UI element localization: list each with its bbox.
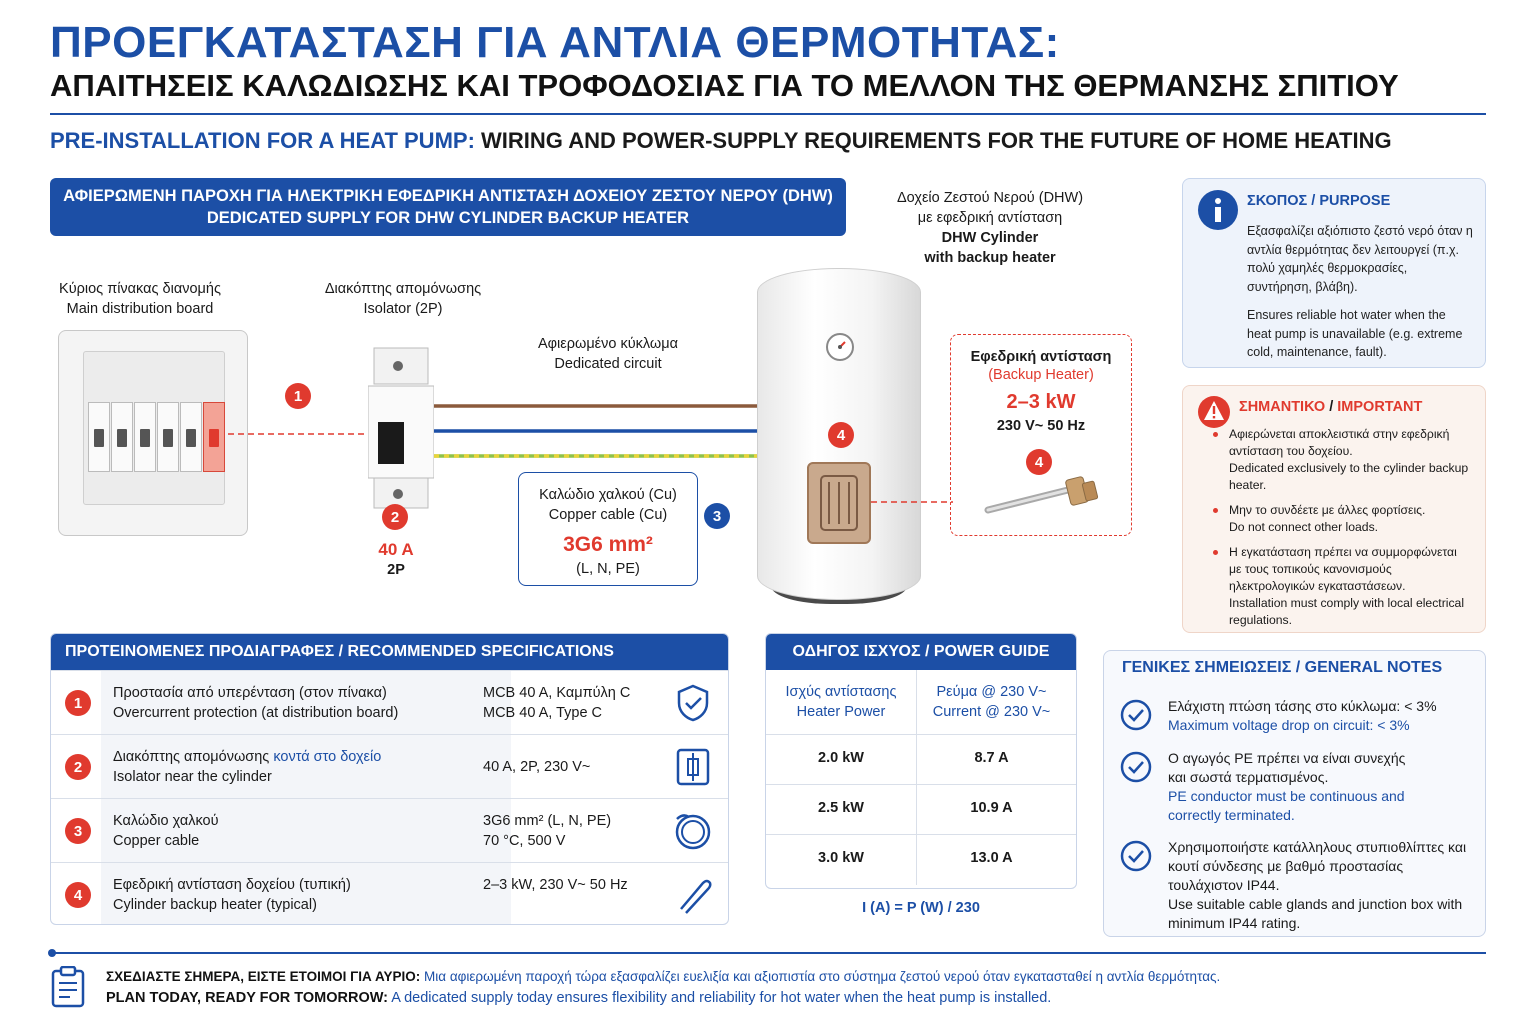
info-icon (1197, 189, 1239, 231)
circuit-label-gr: Αφιερωμένο κύκλωμα (537, 336, 678, 352)
cylinder-label-gr2: με εφεδρική αντίσταση (917, 210, 1063, 226)
table-row (51, 670, 729, 734)
dedicated-breaker-mcb (203, 402, 225, 472)
board-label-gr: Κύριος πίνακας διανομής (59, 281, 221, 297)
isolator-label-en: Isolator (2P) (363, 301, 443, 317)
purpose-panel (1182, 178, 1486, 368)
dedicated-circuit-cable (434, 398, 760, 464)
row-value: MCB 40 A, Καμπύλη C MCB 40 A, Type C (483, 685, 631, 721)
power-guide-title: ΟΔΗΓΟΣ ΙΣΧΥΟΣ / POWER GUIDE (766, 634, 1076, 670)
cable-cores: (L, N, PE) (576, 561, 640, 577)
badge-3: 3 (704, 503, 730, 529)
table-row (766, 734, 1077, 784)
recommended-specifications-table (50, 633, 729, 925)
clipboard-icon (50, 966, 86, 1008)
footer-line-en: PLAN TODAY, READY FOR TOMORROW: A dedicated supply today ensures flexibility and reliability for hot water when the heat pump is installed. (106, 990, 1052, 1006)
table-row (51, 798, 729, 862)
breaker (180, 402, 202, 472)
note-text-gr: Ελάχιστη πτώση τάσης στο κύκλωμα: < 3% (1168, 698, 1437, 714)
general-notes-panel (1103, 650, 1486, 937)
row-number-badge: 4 (65, 882, 91, 908)
footer-divider (50, 952, 1486, 954)
table-row (766, 834, 1077, 884)
cylinder-label (880, 188, 1100, 268)
row-number-badge: 3 (65, 818, 91, 844)
isolator-poles: 2P (387, 562, 405, 578)
subtitle-highlight: PRE-INSTALLATION FOR A HEAT PUMP: (50, 128, 475, 153)
row-number-badge: 1 (65, 690, 91, 716)
circuit-label (518, 334, 698, 374)
cable-label-gr: Καλώδιο χαλκού (Cu) (539, 487, 677, 503)
note-item (1120, 697, 1470, 741)
page-title: ΠΡΟΕΓΚΑΤΑΣΤΑΣΗ ΓΙΑ ΑΝΤΛΙΑ ΘΕΡΜΟΤΗΤΑΣ: (50, 18, 1060, 67)
board-din-rail (83, 351, 225, 505)
note-text-gr: Ο αγωγός PE πρέπει να είναι συνεχής και σωστά τερματισμένος. (1168, 750, 1406, 785)
row-description: Καλώδιο χαλκού Copper cable (101, 799, 511, 863)
important-item: Μην το συνδέετε με άλλες φορτίσεις. Do not connect other loads. (1207, 502, 1469, 536)
cylinder-label-en2: with backup heater (924, 250, 1056, 266)
row-description: Προστασία από υπερένταση (στον πίνακα) Overcurrent protection (at distribution board) (101, 671, 511, 735)
row-value: 2–3 kW, 230 V~ 50 Hz (483, 877, 628, 893)
backup-heater-label-en: (Backup Heater) (988, 367, 1094, 383)
note-text-en: Use suitable cable glands and junction box with minimum IP44 rating. (1168, 896, 1463, 931)
backup-heater-supply: 230 V~ 50 Hz (996, 418, 1086, 434)
isolator-label (318, 279, 488, 319)
purpose-text-gr: Εξασφαλίζει αξιόπιστο ζεστό νερό όταν η αντλία θερμότητας δεν λειτουργεί (π.χ. πολύ χαμηλές θερμοκρασίες, συντήρηση, βλάβη). (1247, 224, 1473, 294)
board-label (58, 279, 222, 319)
immersion-heater-icon (980, 470, 1108, 520)
isolator-switch-icon (673, 747, 713, 787)
distribution-board (58, 330, 248, 536)
thermometer-gauge-icon (826, 333, 854, 361)
note-text-en: PE conductor must be continuous and correctly terminated. (1168, 788, 1405, 823)
cable-size: 3G6 mm² (563, 533, 653, 556)
footer-divider-dot (48, 949, 56, 957)
important-item: Η εγκατάσταση πρέπει να συμμορφώνεται με τους τοπικούς κανονισμούς ηλεκτρολογικών εγκαταστάσεων. Installation must comply with local electrical regulations. (1207, 544, 1469, 629)
copper-cable-callout (518, 472, 698, 586)
general-notes-title: ΓΕΝΙΚΕΣ ΣΗΜΕΙΩΣΕΙΣ / GENERAL NOTES (1122, 659, 1443, 676)
purpose-title: ΣΚΟΠΟΣ / PURPOSE (1247, 193, 1391, 209)
page-subtitle (50, 128, 1392, 154)
circuit-label-en: Dedicated circuit (554, 356, 662, 372)
cable-coil-icon (673, 811, 713, 851)
subtitle-rest: WIRING AND POWER-SUPPLY REQUIREMENTS FOR THE FUTURE OF HOME HEATING (474, 128, 1392, 153)
power-value: 3.0 kW (818, 850, 864, 866)
table-row (766, 784, 1077, 834)
note-text-en: Maximum voltage drop on circuit: < 3% (1168, 717, 1410, 733)
important-title: ΣΗΜΑΝΤΙΚΟ / IMPORTANT (1239, 399, 1423, 415)
heater-to-detail-link (871, 494, 953, 510)
note-item (1120, 838, 1470, 934)
cable-label-en: Copper cable (Cu) (548, 507, 668, 523)
badge-1: 1 (285, 383, 311, 409)
important-item: Αφιερώνεται αποκλειστικά στην εφεδρική αντίσταση του δοχείου. Dedicated exclusively to the cylinder backup heater. (1207, 426, 1469, 494)
cylinder-label-en1: DHW Cylinder (941, 230, 1039, 246)
power-guide-table (765, 633, 1077, 889)
heater-flange-plate (807, 462, 871, 544)
purpose-text-en: Ensures reliable hot water when the heat pump is unavailable (e.g. extreme cold, maintenance, fault). (1247, 308, 1463, 359)
check-circle-icon (1120, 840, 1152, 872)
title-divider (50, 113, 1486, 115)
warning-icon (1195, 394, 1233, 428)
badge-4-heater: 4 (1026, 449, 1052, 475)
power-value: 2.5 kW (818, 800, 864, 816)
banner-line-en: DEDICATED SUPPLY FOR DHW CYLINDER BACKUP HEATER (206, 209, 690, 227)
isolator-switch (368, 346, 434, 510)
board-label-en: Main distribution board (66, 301, 214, 317)
banner-line-gr: ΑΦΙΕΡΩΜΕΝΗ ΠΑΡΟΧΗ ΓΙΑ ΗΛΕΚΤΡΙΚΗ ΕΦΕΔΡΙΚΗ ΑΝΤΙΣΤΑΣΗ ΔΟΧΕΙΟΥ ΖΕΣΤΟΥ ΝΕΡΟΥ (DHW) (63, 187, 833, 205)
row-description: Διακόπτης απομόνωσης κοντά στο δοχείο Isolator near the cylinder (101, 735, 511, 799)
table-row (51, 862, 729, 925)
row-number-badge: 2 (65, 754, 91, 780)
isolator-rating: 40 A (378, 540, 414, 559)
check-circle-icon (1120, 699, 1152, 731)
shield-check-icon (673, 683, 713, 723)
breaker (111, 402, 133, 472)
badge-2: 2 (382, 504, 408, 530)
breaker (134, 402, 156, 472)
row-description: Εφεδρική αντίσταση δοχείου (τυπική) Cylinder backup heater (typical) (101, 863, 511, 925)
spec-table-title: ΠΡΟΤΕΙΝΟΜΕΝΕΣ ΠΡΟΔΙΑΓΡΑΦΕΣ / RECOMMENDED SPECIFICATIONS (51, 634, 728, 670)
table-row (51, 734, 729, 798)
backup-heater-power: 2–3 kW (1006, 391, 1076, 413)
footer-line-gr: ΣΧΕΔΙΑΣΤΕ ΣΗΜΕΡΑ, ΕΙΣΤΕ ΕΤΟΙΜΟΙ ΓΙΑ ΑΥΡΙΟ: Μια αφιερωμένη παροχή τώρα εξασφαλίζει ευελιξία και αξιοπιστία στο σύστημα ζεστού νερού όταν εγκατασταθεί η αντλία θερμότητας. (106, 969, 1221, 984)
backup-heater-label-gr: Εφεδρική αντίσταση (970, 349, 1112, 365)
power-value: 2.0 kW (818, 750, 864, 766)
important-panel (1182, 385, 1486, 633)
breaker (157, 402, 179, 472)
page-title-line2: ΑΠΑΙΤΗΣΕΙΣ ΚΑΛΩΔΙΩΣΗΣ ΚΑΙ ΤΡΟΦΟΔΟΣΙΑΣ ΓΙΑ ΤΟ ΜΕΛΛΟΝ ΤΗΣ ΘΕΡΜΑΝΣΗΣ ΣΠΙΤΙΟΥ (50, 68, 1399, 103)
current-value: 8.7 A (916, 735, 1066, 785)
check-circle-icon (1120, 751, 1152, 783)
note-text-gr: Χρησιμοποιήστε κατάλληλους στυπιοθλίπτες και κουτί σύνδεσης με βαθμό προστασίας τουλάχιστον IP44. (1168, 839, 1467, 893)
breaker (88, 402, 110, 472)
isolator-label-gr: Διακόπτης απομόνωσης (324, 281, 482, 297)
row-value: 40 A, 2P, 230 V~ (483, 759, 591, 775)
heater-element-icon (673, 875, 713, 915)
board-to-isolator-link (228, 426, 374, 442)
column-header-current: Ρεύμα @ 230 V~ Current @ 230 V~ (916, 670, 1066, 734)
current-value: 13.0 A (916, 835, 1066, 885)
important-list (1207, 426, 1469, 637)
note-item (1120, 749, 1470, 829)
badge-4-cylinder: 4 (828, 422, 854, 448)
dedicated-supply-banner (50, 178, 846, 236)
row-value: 3G6 mm² (L, N, PE) 70 °C, 500 V (483, 813, 612, 849)
current-value: 10.9 A (916, 785, 1066, 835)
cylinder-label-gr1: Δοχείο Ζεστού Νερού (DHW) (896, 190, 1084, 206)
column-header-power: Ισχύς αντίστασης Heater Power (785, 684, 897, 720)
current-formula: I (A) = P (W) / 230 (862, 900, 980, 916)
